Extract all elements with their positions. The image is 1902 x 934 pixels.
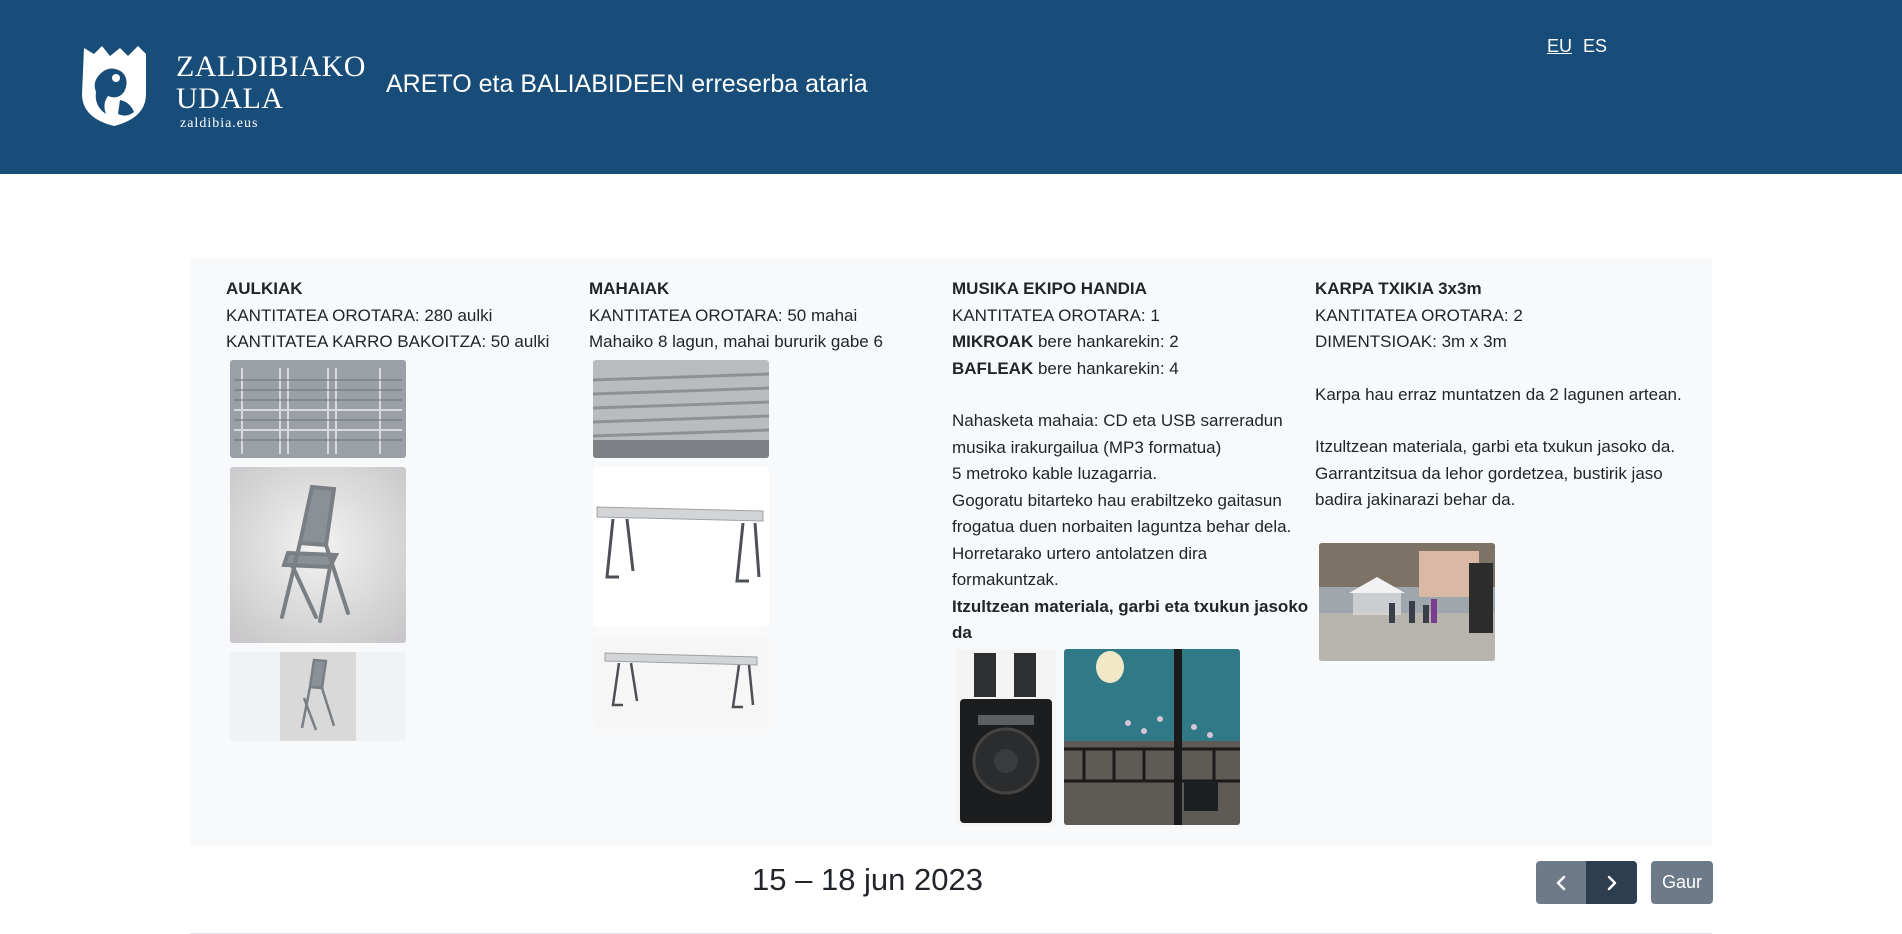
resource-dimensions: DIMENTSIOAK: 3m x 3m	[1315, 332, 1507, 351]
logo-line2: UDALA	[176, 82, 284, 115]
bafleak-text: bere hankarekin: 4	[1033, 358, 1179, 378]
event-sound-image	[1064, 649, 1240, 825]
resource-karpa	[1315, 276, 1685, 514]
lang-eu-link[interactable]: EU	[1547, 36, 1573, 56]
table-stack-image	[593, 360, 769, 458]
resource-description: Itzultzean materiala, garbi eta txukun jasoko da. Garrantzitsua da lehor gordetzea, bustirik jaso badira jakinarazi behar da.	[1315, 437, 1676, 509]
chair-thumbnail-image	[230, 652, 406, 741]
resource-title: AULKIAK	[226, 279, 303, 298]
chevron-right-icon	[1604, 875, 1620, 891]
chair-stack-image	[230, 360, 406, 458]
next-week-button[interactable]	[1586, 861, 1637, 904]
prev-week-button[interactable]	[1536, 861, 1586, 904]
resource-quantity-per-cart: KANTITATEA KARRO BAKOITZA: 50 aulki	[226, 332, 550, 351]
resource-musika	[952, 276, 1312, 647]
shield-emblem-icon	[80, 44, 148, 128]
resource-quantity: KANTITATEA OROTARA: 2	[1315, 305, 1523, 325]
resource-quantity: KANTITATEA OROTARA: 280 aulki	[226, 305, 493, 325]
site-title: ARETO eta BALIABIDEEN erreserba ataria	[386, 70, 868, 98]
tent-event-image	[1319, 543, 1495, 661]
resources-panel	[190, 258, 1712, 846]
today-button[interactable]: Gaur	[1651, 861, 1713, 904]
resource-seating: Mahaiko 8 lagun, mahai bururik gabe 6	[589, 332, 883, 351]
resource-quantity: KANTITATEA OROTARA: 50 mahai	[589, 305, 858, 325]
resource-description: Gogoratu bitarteko hau erabiltzeko gaitasun frogatua duen norbaiten laguntza behar dela. Horretarako urtero antolatzen dira formakuntzak.	[952, 490, 1292, 589]
folding-table-image	[593, 467, 769, 627]
calendar-date-range: 15 – 18 jun 2023	[752, 862, 983, 897]
bafleak-label: BAFLEAK	[952, 358, 1034, 378]
site-header	[0, 0, 1902, 174]
resource-title: MAHAIAK	[589, 279, 670, 298]
resource-title: MUSIKA EKIPO HANDIA	[952, 279, 1147, 298]
logo-domain: zaldibia.eus	[180, 116, 259, 131]
resource-bafleak	[952, 356, 1312, 383]
resource-description: Nahasketa mahaia: CD eta USB sarreradun musika irakurgailua (MP3 formatua)	[952, 411, 1283, 457]
lang-es-link[interactable]: ES	[1583, 36, 1608, 56]
resource-quantity: KANTITATEA OROTARA: 1	[952, 305, 1160, 325]
logo-line1: ZALDIBIAKO	[176, 50, 366, 83]
resource-title: KARPA TXIKIA 3x3m	[1315, 279, 1482, 298]
chevron-left-icon	[1553, 875, 1569, 891]
folding-chair-image	[230, 467, 406, 643]
speaker-image	[956, 649, 1056, 825]
mikroak-label: MIKROAK	[952, 332, 1034, 351]
resource-aulkiak	[226, 276, 586, 356]
resource-return-note: Itzultzean materiala, garbi eta txukun jasoko da	[952, 596, 1309, 642]
folding-table-thumbnail	[593, 637, 769, 729]
resource-description: 5 metroko kable luzagarria.	[952, 464, 1158, 483]
mikroak-text: bere hankarekin: 2	[1033, 332, 1179, 351]
language-switcher	[1547, 36, 1613, 57]
resource-mahaiak	[589, 276, 949, 356]
resource-mikroak	[952, 329, 1312, 356]
resource-description: Karpa hau erraz muntatzen da 2 lagunen artean.	[1315, 384, 1682, 404]
zaldibia-logo[interactable]	[80, 44, 366, 134]
